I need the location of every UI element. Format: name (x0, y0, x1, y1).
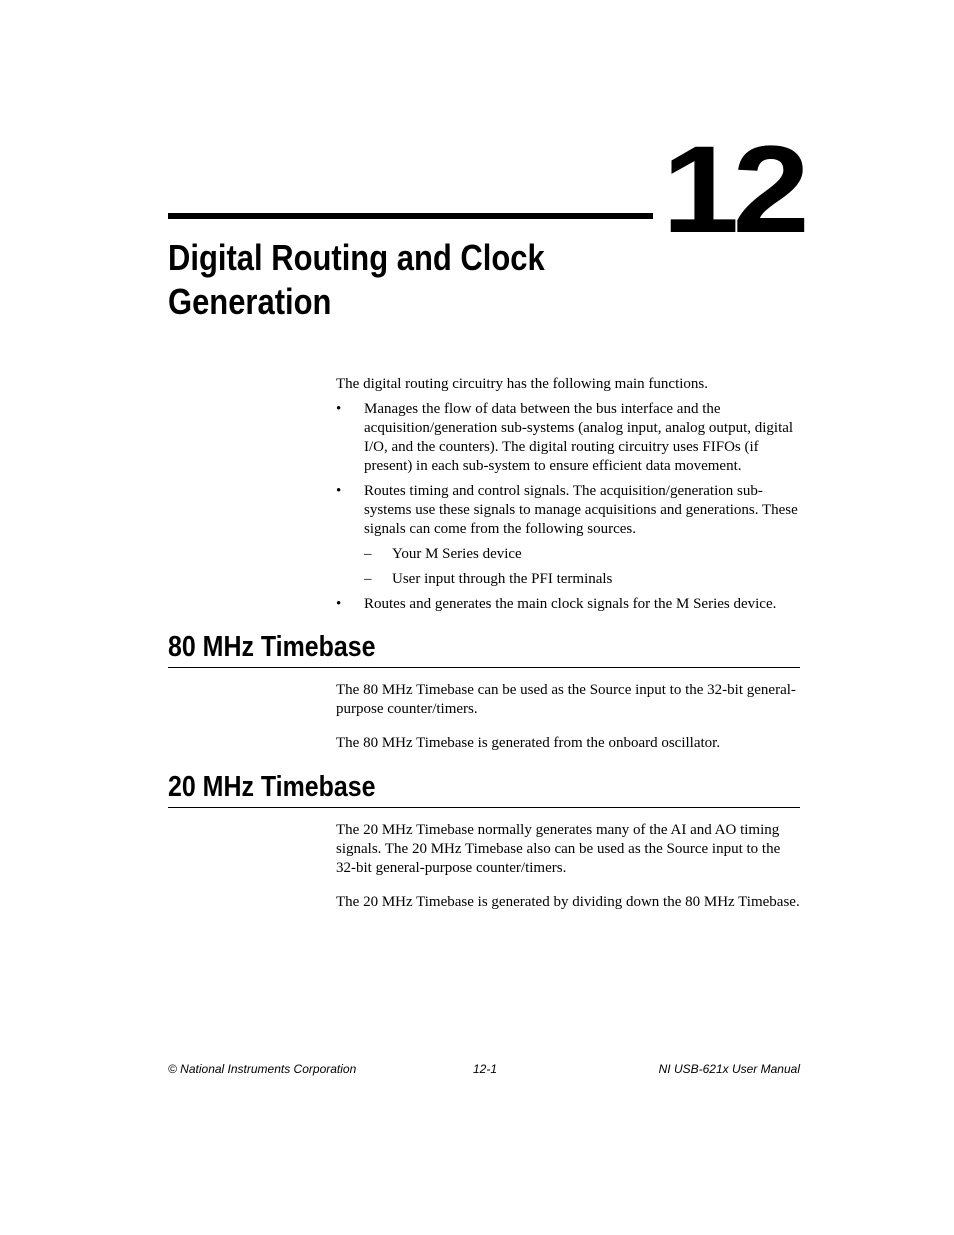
section-heading-80mhz: 80 MHz Timebase (168, 631, 376, 663)
section-paragraph: The 20 MHz Timebase is generated by dividing down the 80 MHz Timebase. (336, 894, 800, 910)
list-item (336, 400, 802, 476)
section-paragraph: The 80 MHz Timebase can be used as the Source input to the 32-bit general-purpose counter/timers. (336, 682, 796, 717)
bullet-marker: • (336, 483, 342, 499)
dash-text: User input through the PFI terminals (392, 571, 613, 587)
section-paragraph: The 80 MHz Timebase is generated from the onboard oscillator. (336, 735, 721, 751)
intro-paragraph: The digital routing circuitry has the following main functions. (336, 376, 709, 392)
bullet-marker: • (336, 596, 342, 612)
source-list (364, 545, 802, 589)
section-rule (168, 667, 800, 668)
list-item (336, 595, 802, 614)
chapter-rule (168, 213, 653, 219)
chapter-title-line-1: Digital Routing and Clock (168, 237, 545, 278)
footer-copyright: © National Instruments Corporation (168, 1062, 357, 1076)
bullet-text: Routes and generates the main clock signals for the M Series device. (364, 596, 777, 612)
bullet-text: Manages the flow of data between the bus interface and the acquisition/generation sub-systems (analog input, analog output, digital I/O, and the counters). The digital routing circuitry uses FIFOs (if present) in each sub-system to ensure efficient data movement. (364, 401, 794, 474)
section-paragraph: The 20 MHz Timebase normally generates many of the AI and AO timing signals. The 20 MHz Timebase also can be used as the Source input to the 32-bit general-purpose counter/timers. (336, 822, 781, 876)
section-heading-20mhz: 20 MHz Timebase (168, 771, 376, 803)
dash-text: Your M Series device (392, 546, 522, 562)
dash-marker: – (364, 571, 372, 587)
list-item (364, 545, 802, 564)
bullet-text: Routes timing and control signals. The acquisition/generation sub-systems use these signals to manage acquisitions and generations. These signals can come from the following sources. (364, 483, 798, 537)
footer-page-number: 12-1 (473, 1062, 498, 1076)
chapter-title (168, 236, 572, 324)
footer-manual-title: NI USB-621x User Manual (658, 1062, 800, 1076)
section-rule (168, 807, 800, 808)
chapter-title-line-2: Generation (168, 281, 332, 322)
list-item (336, 482, 802, 589)
function-list (336, 400, 802, 620)
chapter-number: 12 (662, 121, 804, 259)
list-item (364, 570, 802, 589)
bullet-marker: • (336, 401, 342, 417)
dash-marker: – (364, 546, 372, 562)
